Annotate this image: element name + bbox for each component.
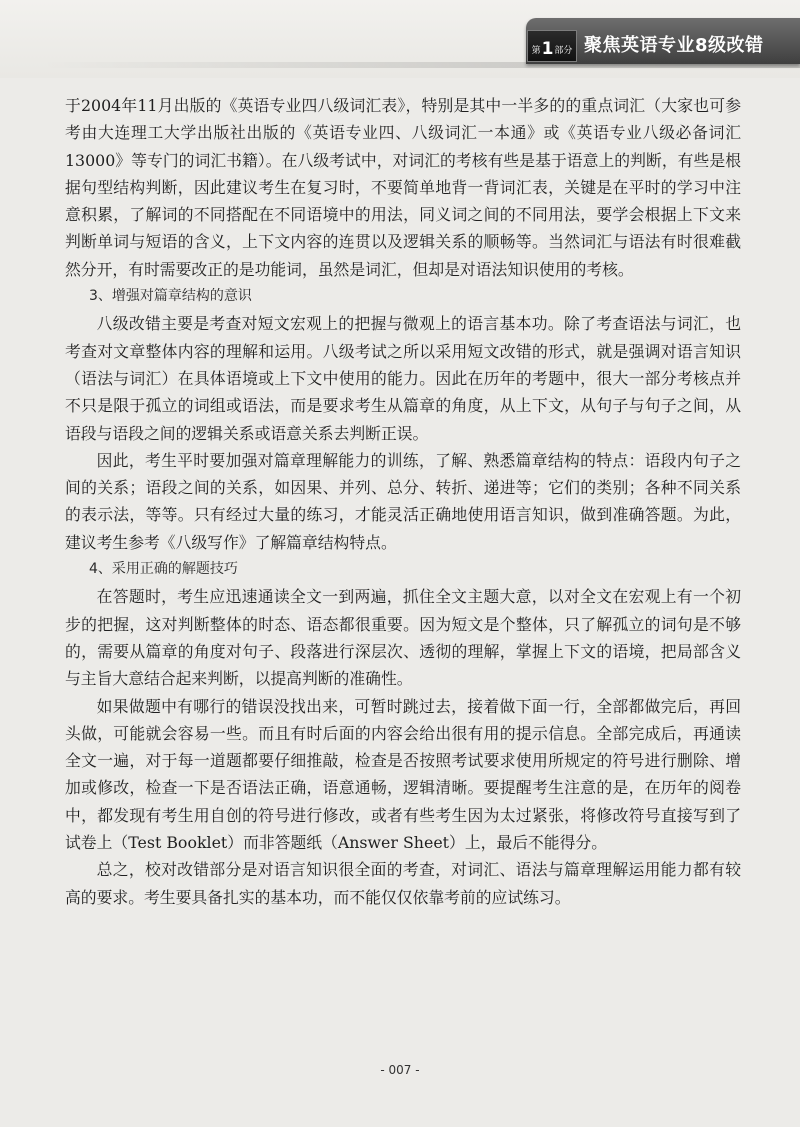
paragraph-summary: 总之，校对改错部分是对语言知识很全面的考查，对词汇、语法与篇章理解运用能力都有较高的要求。考生要具备扎实的基本功，而不能仅仅依靠考前的应试练习。 xyxy=(65,860,741,907)
paragraph-3b: 因此，考生平时要加强对篇章理解能力的训练，了解、熟悉篇章结构的特点：语段内句子之间的关系；语段之间的关系，如因果、并列、总分、转折、递进等；它们的类别；各种不同关系的表示法，等等。只有经过大量的练习，才能灵活正确地使用语言知识，做到准确答题。为此，建议考生参考《八级写作》了解篇章结构特点。 xyxy=(65,450,741,552)
section-badge xyxy=(527,30,577,62)
paragraph-3a: 八级改错主要是考查对短文宏观上的把握与微观上的语言基本功。除了考查语法与词汇，也考查对文章整体内容的理解和运用。八级考试之所以采用短文改错的形式，就是强调对语言知识（语法与词汇）在具体语境或上下文中使用的能力。因此在历年的考题中，很大一部分考核点并不只是限于孤立的词组或语法，而是要求考生从篇章的角度，从上下文，从句子与句子之间，从语段与语段之间的逻辑关系或语意关系去判断正误。 xyxy=(65,314,741,443)
page-content xyxy=(65,92,741,911)
section-prefix: 第 xyxy=(531,46,541,56)
heading-section-4: 4、采用正确的解题技巧 xyxy=(89,561,238,578)
header-title: 聚焦英语专业8级改错 xyxy=(584,35,764,56)
heading-section-3: 3、增强对篇章结构的意识 xyxy=(89,288,252,305)
section-number: 1 xyxy=(541,39,554,59)
paragraph-4a: 在答题时，考生应迅速通读全文一到两遍，抓住全文主题大意，以对全文在宏观上有一个初步的把握，这对判断整体的时态、语态都很重要。因为短文是个整体，只了解孤立的词句是不够的，需要从篇章的角度对句子、段落进行深层次、透彻的理解，掌握上下文的语境，把局部含义与主旨大意结合起来判断，以提高判断的准确性。 xyxy=(65,587,741,689)
paragraph-intro: 于2004年11月出版的《英语专业四八级词汇表》，特别是其中一半多的的重点词汇（大家也可参考由大连理工大学出版社出版的《英语专业四、八级词汇一本通》或《英语专业八级必备词汇13000》等专门的词汇书籍）。在八级考试中，对词汇的考核有些是基于语意上的判断，有些是根据句型结构判断，因此建议考生在复习时，不要简单地背一背词汇表，关键是在平时的学习中注意积累，了解词的不同搭配在不同语境中的用法，同义词之间的不同用法，要学会根据上下文来判断单词与短语的含义，上下文内容的连贯以及逻辑关系的顺畅等。当然词汇与语法有时很难截然分开，有时需要改正的是功能词，虽然是词汇，但却是对语法知识使用的考核。 xyxy=(65,96,741,279)
section-suffix: 部分 xyxy=(554,46,573,56)
page-number: - 007 - xyxy=(380,1063,420,1077)
paragraph-4b: 如果做题中有哪行的错误没找出来，可暂时跳过去，接着做下面一行，全部都做完后，再回头做，可能就会容易一些。而且有时后面的内容会给出很有用的提示信息。全部完成后，再通读全文一遍，对于每一道题都要仔细推敲，检查是否按照考试要求使用所规定的符号进行删除、增加或修改，检查一下是否语法正确，语意通畅，逻辑清晰。要提醒考生注意的是，在历年的阅卷中，都发现有考生用自创的符号进行修改，或者有些考生因为太过紧张，将修改符号直接写到了试卷上（Test Booklet）而非答题纸（Answer Sheet）上，最后不能得分。 xyxy=(65,696,741,853)
